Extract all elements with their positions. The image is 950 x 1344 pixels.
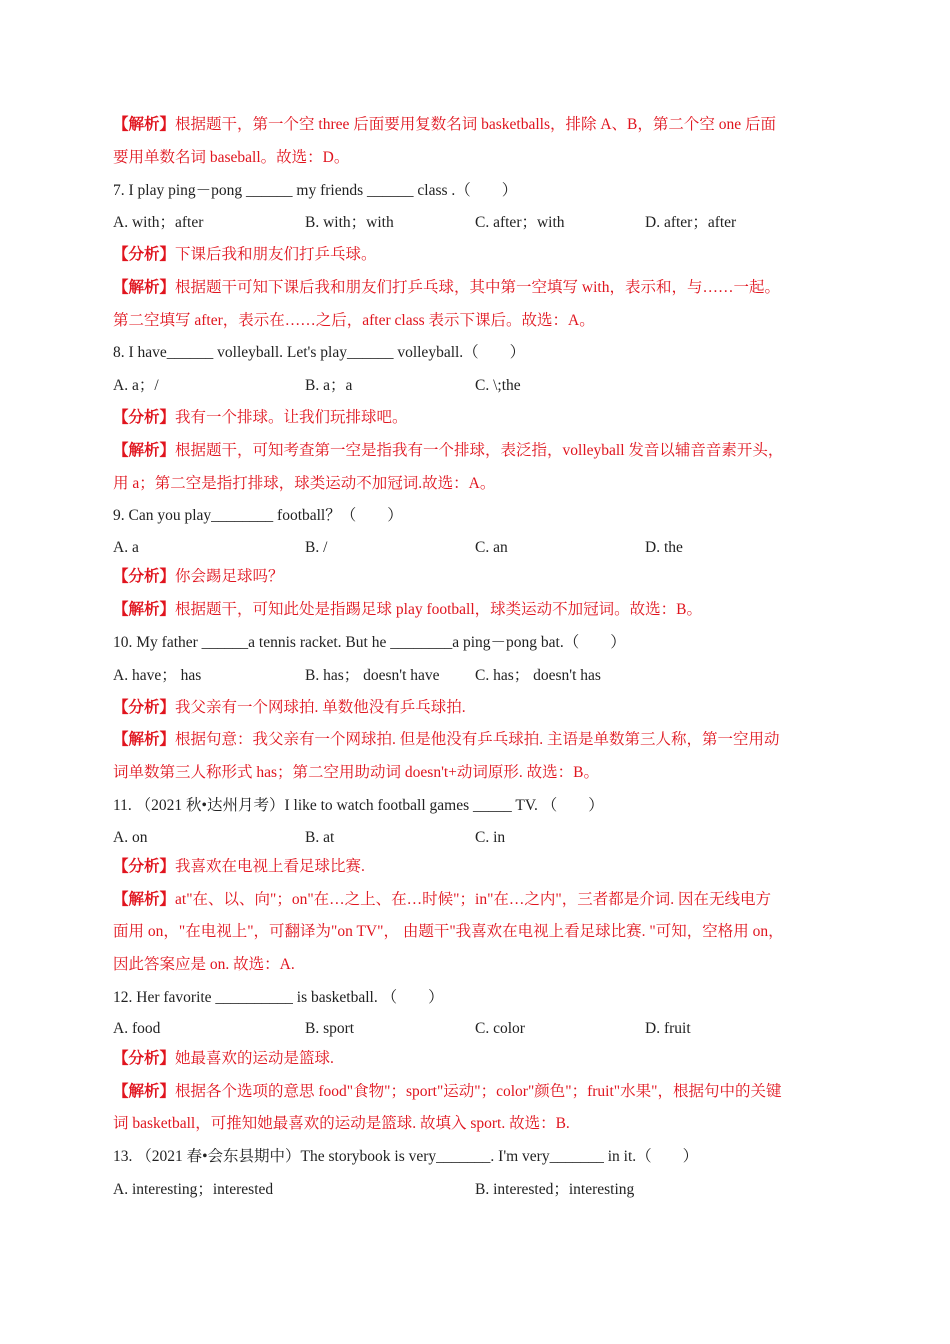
explanation-text: at"在、以、向"；on"在…之上、在…时候"；in"在…之内"，三者都是介词. 因在无线电方 bbox=[175, 891, 771, 908]
analysis-text: 下课后我和朋友们打乒乓球。 bbox=[175, 246, 377, 263]
explanation-tag: 【解析】 bbox=[113, 279, 176, 296]
answer-explanation bbox=[113, 441, 837, 461]
explanation-text: 面用 on，"在电视上"，可翻译为"on TV"， 由题干"我喜欢在电视上看足球比赛. "可知，空格用 on， bbox=[113, 923, 784, 940]
answer-explanation-continued bbox=[113, 148, 837, 168]
answer-analysis bbox=[113, 857, 837, 877]
analysis-text: 我喜欢在电视上看足球比赛. bbox=[175, 858, 365, 875]
analysis-tag: 【分析】 bbox=[113, 568, 176, 585]
explanation-text: 根据句意：我父亲有一个网球拍. 但是他没有乒乓球拍. 主语是单数第三人称，第一空用动 bbox=[175, 731, 780, 748]
option-c: C. has； doesn't has bbox=[475, 667, 601, 684]
answer-analysis bbox=[113, 1049, 837, 1069]
option-a: A. a bbox=[113, 539, 139, 556]
option-b: B. with；with bbox=[305, 214, 394, 231]
explanation-text: 根据题干，第一个空 three 后面要用复数名词 basketballs，排除 A、B，第二个空 one 后面 bbox=[175, 116, 777, 133]
answer-analysis bbox=[113, 567, 837, 587]
question-9: 9. Can you play________ football？（ ） bbox=[113, 507, 403, 524]
option-d: D. after；after bbox=[645, 214, 737, 231]
explanation-text: 用 a；第二空是指打排球，球类运动不加冠词.故选：A。 bbox=[113, 475, 496, 492]
explanation-tag: 【解析】 bbox=[113, 116, 176, 133]
explanation-text: 根据题干可知下课后我和朋友们打乒乓球，其中第一空填写 with，表示和，与……一起。 bbox=[175, 279, 780, 296]
question-12: 12. Her favorite __________ is basketball. （ ） bbox=[113, 989, 444, 1006]
option-d: D. the bbox=[645, 539, 683, 556]
analysis-tag: 【分析】 bbox=[113, 246, 176, 263]
explanation-text: 词单数第三人称形式 has；第二空用助动词 doesn't+动词原形. 故选：B。 bbox=[113, 764, 600, 781]
answer-explanation-continued bbox=[113, 311, 837, 331]
option-a: A. a；/ bbox=[113, 377, 159, 394]
option-c: C. after；with bbox=[475, 214, 565, 231]
explanation-tag: 【解析】 bbox=[113, 891, 176, 908]
option-b: B. interested；interesting bbox=[475, 1181, 635, 1198]
explanation-text: 因此答案应是 on. 故选：A. bbox=[113, 956, 295, 973]
explanation-text: 第二空填写 after，表示在……之后，after class 表示下课后。故选：A。 bbox=[113, 312, 595, 329]
explanation-text: 根据各个选项的意思 food"食物"；sport"运动"；color"颜色"；fruit"水果"，根据句中的关键 bbox=[175, 1083, 782, 1100]
analysis-text: 她最喜欢的运动是篮球. bbox=[175, 1050, 334, 1067]
explanation-tag: 【解析】 bbox=[113, 1083, 176, 1100]
option-a: A. with；after bbox=[113, 214, 204, 231]
question-8: 8. I have______ volleyball. Let's play______ volleyball.（ ） bbox=[113, 344, 526, 361]
option-a: A. on bbox=[113, 829, 148, 846]
question-13: 13. （2021 春•会东县期中）The storybook is very_______. I'm very_______ in it.（ ） bbox=[113, 1148, 699, 1165]
answer-explanation bbox=[113, 1082, 837, 1102]
analysis-tag: 【分析】 bbox=[113, 409, 176, 426]
explanation-tag: 【解析】 bbox=[113, 601, 176, 618]
explanation-text: 要用单数名词 baseball。故选：D。 bbox=[113, 149, 350, 166]
explanation-tag: 【解析】 bbox=[113, 442, 176, 459]
answer-explanation bbox=[113, 278, 837, 298]
answer-analysis bbox=[113, 698, 837, 718]
question-7: 7. I play ping－pong ______ my friends ______ class .（ ） bbox=[113, 182, 518, 199]
explanation-tag: 【解析】 bbox=[113, 731, 176, 748]
option-c: C. an bbox=[475, 539, 508, 556]
question-11: 11. （2021 秋•达州月考）I like to watch football games _____ TV. （ ） bbox=[113, 797, 604, 814]
answer-analysis bbox=[113, 245, 837, 265]
answer-explanation bbox=[113, 730, 837, 750]
answer-explanation-continued bbox=[113, 955, 837, 975]
option-b: B. a；a bbox=[305, 377, 353, 394]
explanation-text: 根据题干，可知考查第一空是指我有一个排球，表泛指，volleyball 发音以辅音音素开头， bbox=[175, 442, 784, 459]
answer-explanation-continued bbox=[113, 922, 837, 942]
question-10: 10. My father ______a tennis racket. But he ________a ping－pong bat.（ ） bbox=[113, 634, 626, 651]
option-c: C. color bbox=[475, 1020, 525, 1037]
option-b: B. / bbox=[305, 539, 328, 556]
analysis-text: 你会踢足球吗？ bbox=[175, 568, 284, 585]
explanation-text: 根据题干，可知此处是指踢足球 play football，球类运动不加冠词。故选：B。 bbox=[175, 601, 703, 618]
analysis-tag: 【分析】 bbox=[113, 858, 176, 875]
option-b: B. has； doesn't have bbox=[305, 667, 440, 684]
answer-explanation-continued bbox=[113, 474, 837, 494]
option-c: C. \;the bbox=[475, 377, 521, 394]
option-a: A. interesting；interested bbox=[113, 1181, 274, 1198]
option-a: A. have； has bbox=[113, 667, 202, 684]
analysis-tag: 【分析】 bbox=[113, 699, 176, 716]
answer-explanation-continued bbox=[113, 763, 837, 783]
answer-explanation bbox=[113, 115, 837, 135]
option-c: C. in bbox=[475, 829, 506, 846]
answer-explanation bbox=[113, 600, 837, 620]
analysis-tag: 【分析】 bbox=[113, 1050, 176, 1067]
explanation-text: 词 basketball，可推知她最喜欢的运动是篮球. 故填入 sport. 故选：B. bbox=[113, 1115, 570, 1132]
answer-analysis bbox=[113, 408, 837, 428]
analysis-text: 我父亲有一个网球拍. 单数他没有乒乓球拍. bbox=[175, 699, 466, 716]
analysis-text: 我有一个排球。让我们玩排球吧。 bbox=[175, 409, 408, 426]
option-b: B. at bbox=[305, 829, 335, 846]
option-b: B. sport bbox=[305, 1020, 355, 1037]
answer-explanation bbox=[113, 890, 837, 910]
option-a: A. food bbox=[113, 1020, 161, 1037]
answer-explanation-continued bbox=[113, 1114, 837, 1134]
option-d: D. fruit bbox=[645, 1020, 691, 1037]
